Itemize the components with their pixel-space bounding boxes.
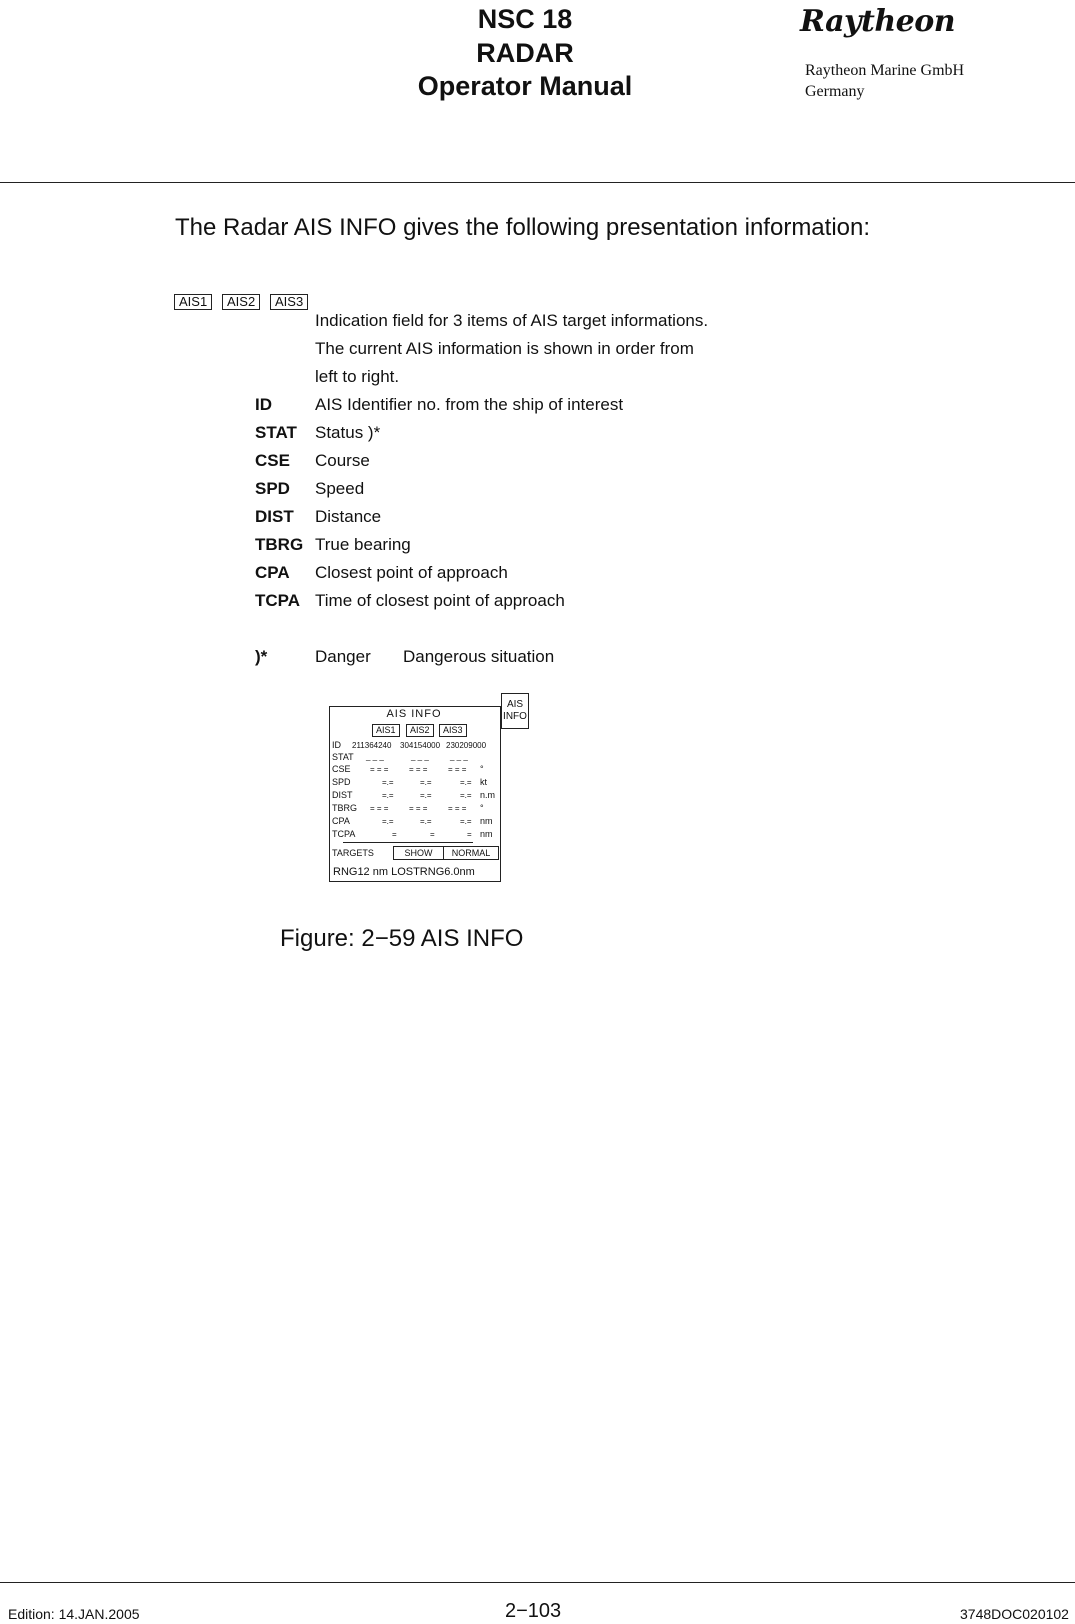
definition-key: TCPA <box>255 591 301 610</box>
panel-unit: nm <box>480 829 493 839</box>
definition-key: SPD <box>255 479 290 498</box>
panel-value: =.= <box>460 817 472 826</box>
intro-text: The Radar AIS INFO gives the following presentation information: <box>175 214 871 241</box>
panel-value: = = = <box>409 804 428 813</box>
panel-unit: ° <box>480 803 484 813</box>
panel-value: = = = <box>370 765 389 774</box>
ais3-button: AIS3 <box>270 294 308 310</box>
indication-line: The current AIS information is shown in order from <box>315 339 694 358</box>
footer-divider <box>0 1582 1075 1583</box>
definition-value: Course <box>315 451 370 470</box>
panel-value: =.= <box>420 791 432 800</box>
definition-key: TBRG <box>255 535 304 554</box>
panel-value: =.= <box>460 778 472 787</box>
definition-key: STAT <box>255 423 297 442</box>
panel-value: = <box>430 830 435 839</box>
definition-key: CPA <box>255 563 290 582</box>
ais-info-panel-title: AIS INFO <box>386 708 442 720</box>
panel-value: = = = <box>448 804 467 813</box>
panel-label: TCPA <box>332 829 356 839</box>
panel-value: =.= <box>382 791 394 800</box>
panel-id-value: 211364240 <box>352 741 392 750</box>
page-number: 2−103 <box>505 1600 562 1622</box>
definition-key: CSE <box>255 451 290 470</box>
definition-key: ID <box>255 395 272 414</box>
panel-label: STAT <box>332 752 354 762</box>
panel-label: CSE <box>332 764 351 774</box>
panel-value: _ _ _ <box>411 752 429 761</box>
ais-info-button-line2: INFO <box>503 711 527 722</box>
header-divider <box>0 182 1075 183</box>
panel-value: = <box>392 830 397 839</box>
footnote-term: Danger <box>315 647 371 666</box>
panel-divider <box>343 842 473 843</box>
panel-value: =.= <box>382 778 394 787</box>
panel-range-readout: RNG12 nm LOSTRNG6.0nm <box>333 866 475 878</box>
panel-value: _ _ _ <box>450 752 468 761</box>
panel-label: SPD <box>332 777 351 787</box>
panel-label: CPA <box>332 816 350 826</box>
manual-title-line3: Operator Manual <box>417 71 633 101</box>
manual-title-line2: RADAR <box>476 38 574 68</box>
document-id: 3748DOC020102 <box>960 1606 1069 1622</box>
panel-id-value: 304154000 <box>400 741 441 750</box>
panel-unit: n.m <box>480 790 496 800</box>
panel-value: _ _ _ <box>366 752 384 761</box>
panel-tab-ais1: AIS1 <box>372 724 400 737</box>
footnote-key: )* <box>255 647 268 666</box>
panel-value: =.= <box>460 791 472 800</box>
definition-value: True bearing <box>315 535 411 554</box>
company-name: Raytheon Marine GmbH <box>805 62 965 79</box>
figure-caption: Figure: 2−59 AIS INFO <box>280 925 524 952</box>
definition-value: Distance <box>315 507 382 526</box>
panel-unit: kt <box>480 777 488 787</box>
company-country: Germany <box>805 83 865 100</box>
definition-value: Time of closest point of approach <box>315 591 565 610</box>
panel-value: =.= <box>420 778 432 787</box>
definition-value: Status )* <box>315 423 381 442</box>
panel-normal-button: NORMAL <box>443 846 499 860</box>
panel-label: TBRG <box>332 803 358 813</box>
definition-key: DIST <box>255 507 294 526</box>
ais1-button: AIS1 <box>174 294 212 310</box>
panel-id-value: 230209000 <box>446 741 487 750</box>
definition-value: Speed <box>315 479 365 498</box>
panel-value: = = = <box>370 804 389 813</box>
indication-line: Indication field for 3 items of AIS target informations. <box>315 311 709 330</box>
panel-value: =.= <box>382 817 394 826</box>
brand-logo: Raytheon <box>800 4 956 39</box>
panel-value: =.= <box>420 817 432 826</box>
panel-label: DIST <box>332 790 353 800</box>
edition-date: Edition: 14.JAN.2005 <box>8 1606 140 1622</box>
panel-value: = <box>467 830 472 839</box>
panel-show-button: SHOW <box>393 846 444 860</box>
ais-info-button-line1: AIS <box>506 699 524 710</box>
ais-info-button <box>501 693 529 729</box>
panel-label-id: ID <box>332 740 341 750</box>
panel-tab-ais3: AIS3 <box>439 724 467 737</box>
footnote-desc: Dangerous situation <box>403 647 555 666</box>
panel-value: = = = <box>409 765 428 774</box>
panel-unit: ° <box>480 764 484 774</box>
panel-value: = = = <box>448 765 467 774</box>
definition-value: Closest point of approach <box>315 563 508 582</box>
panel-tab-ais2: AIS2 <box>406 724 434 737</box>
panel-targets-label: TARGETS <box>332 848 374 858</box>
definition-value: AIS Identifier no. from the ship of interest <box>315 395 624 414</box>
panel-unit: nm <box>480 816 493 826</box>
indication-line: left to right. <box>315 367 400 386</box>
manual-title-line1: NSC 18 <box>477 4 573 34</box>
ais2-button: AIS2 <box>222 294 260 310</box>
